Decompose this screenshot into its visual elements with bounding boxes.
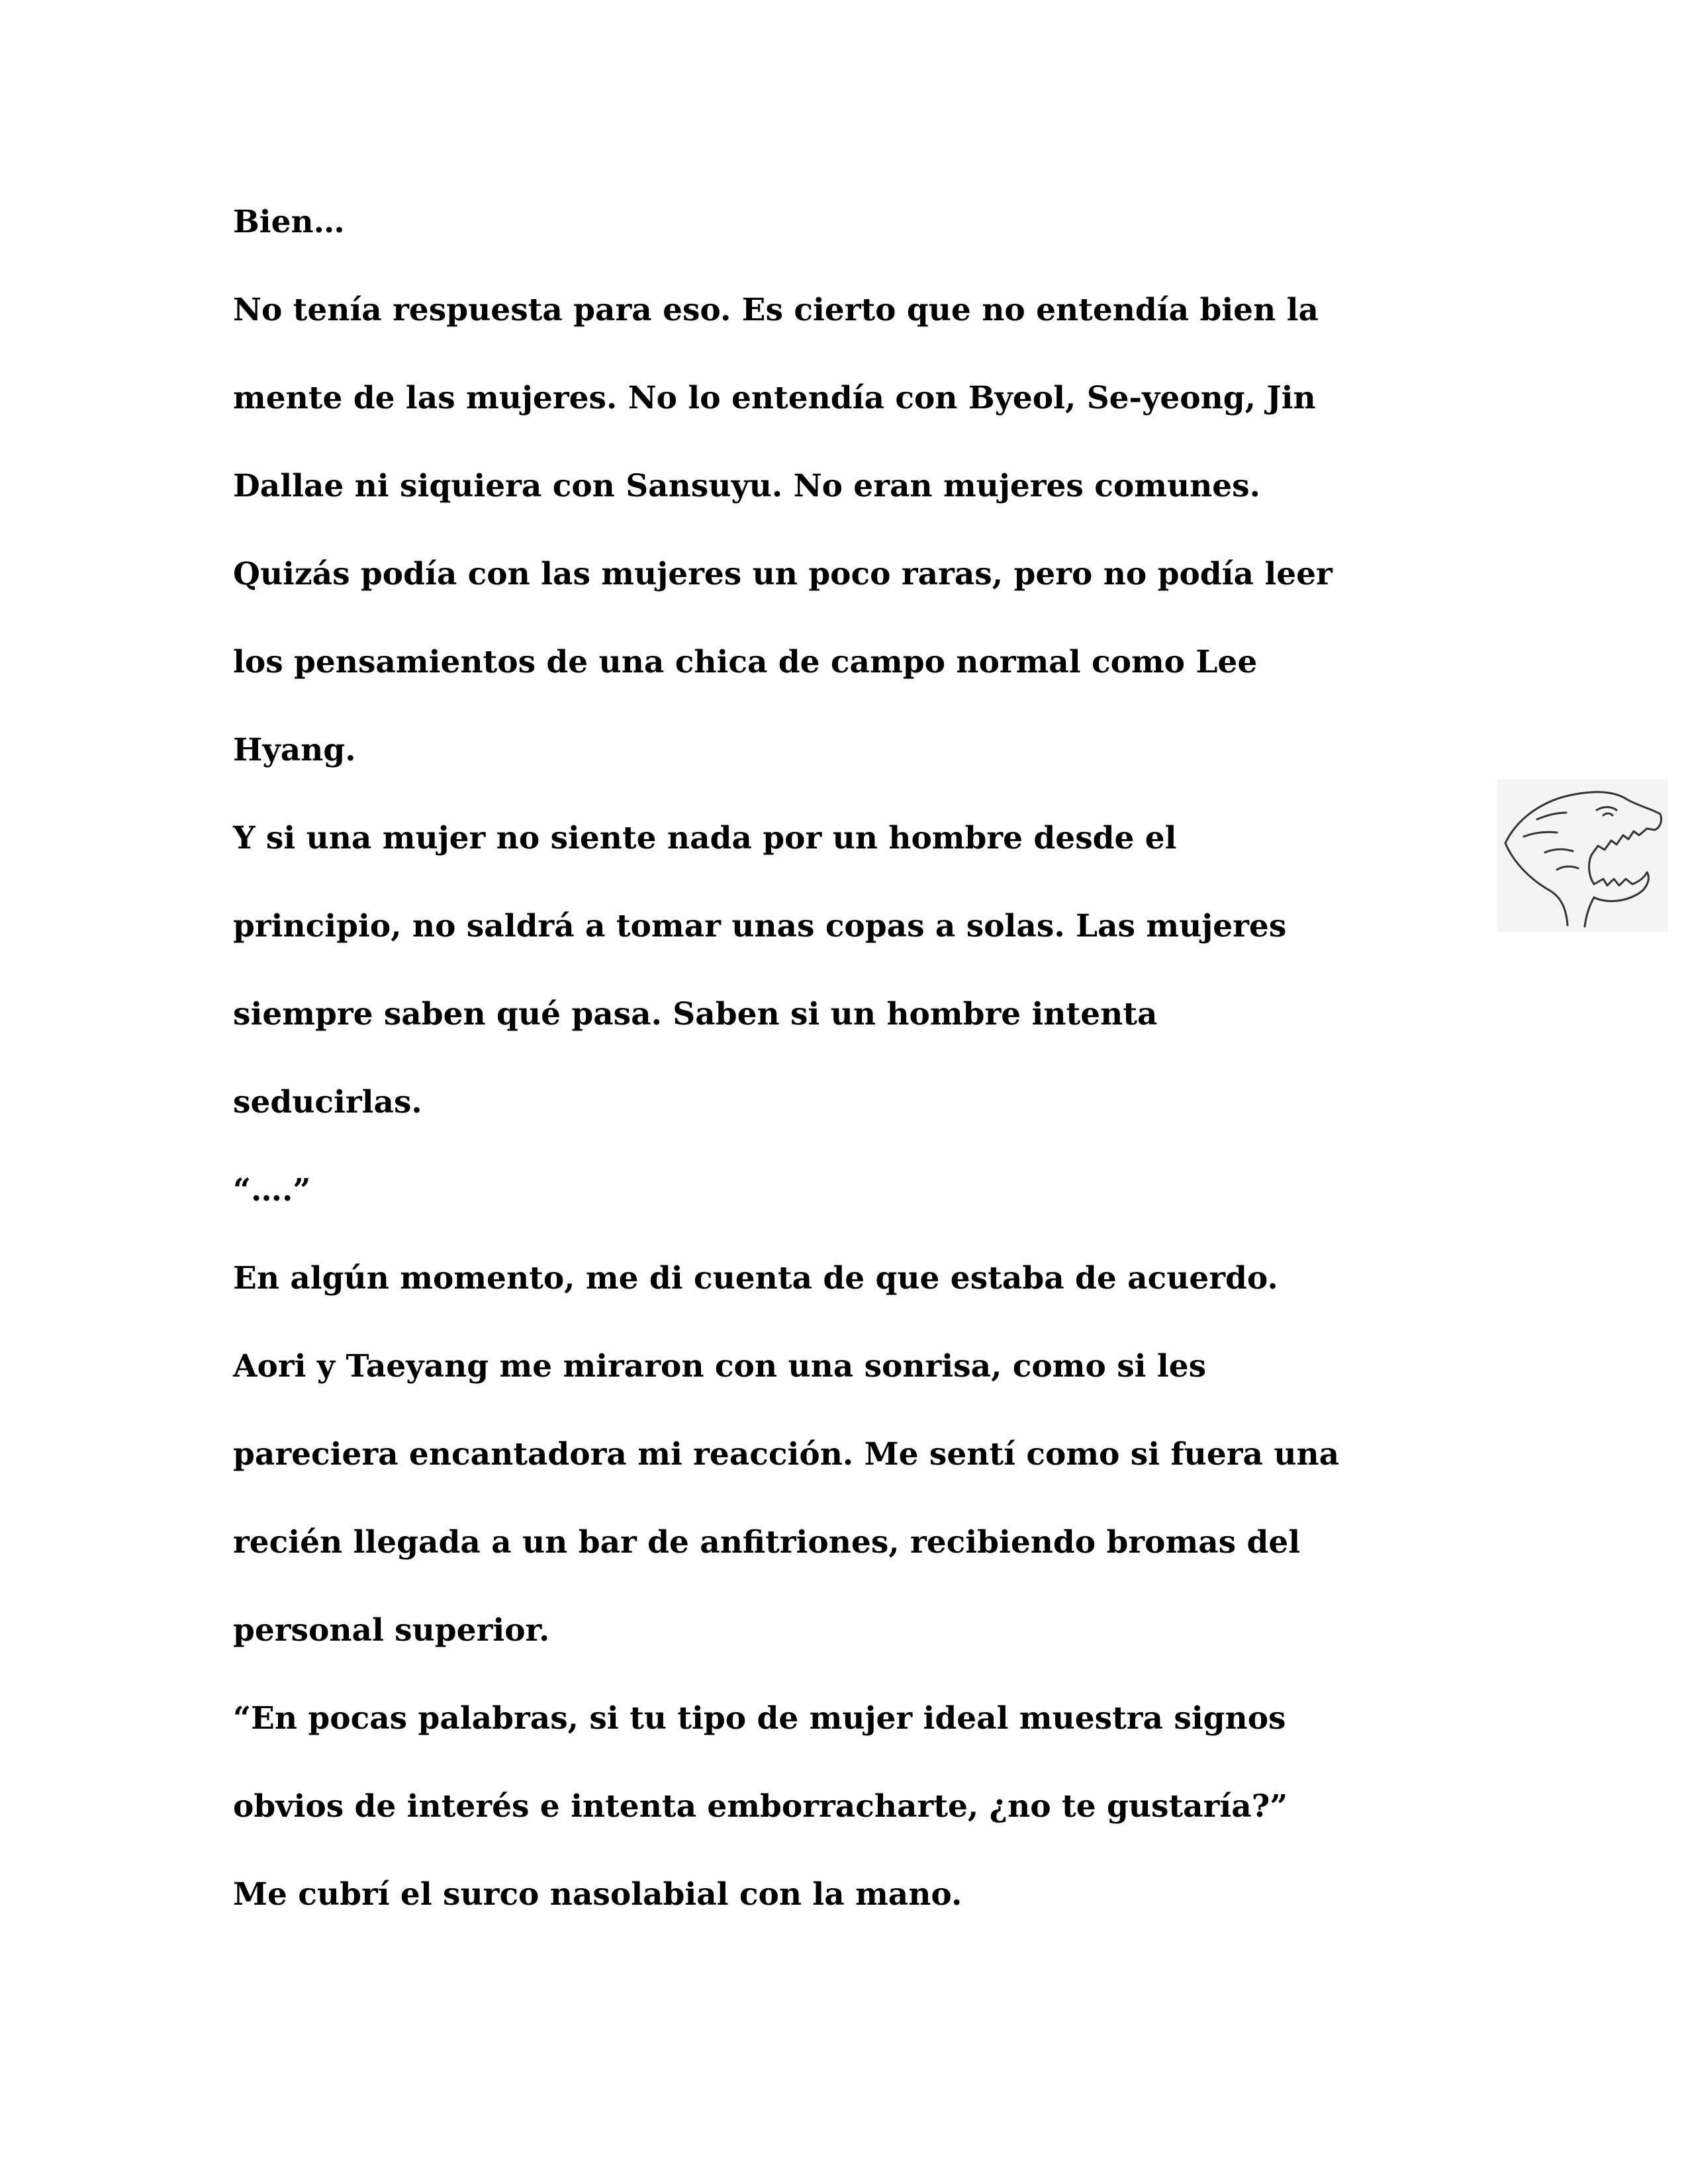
text-line: “….” xyxy=(233,1172,311,1208)
text-line: Y si una mujer no siente nada por un hombre desde el xyxy=(233,820,1177,856)
text-line: Quizás podía con las mujeres un poco raras, pero no podía leer xyxy=(233,556,1333,592)
text-line: Hyang. xyxy=(233,732,356,768)
text-line: siempre saben qué pasa. Saben si un hombre intenta xyxy=(233,996,1158,1032)
text-line: los pensamientos de una chica de campo normal como Lee xyxy=(233,644,1258,680)
text-line: mente de las mujeres. No lo entendía con Byeol, Se-yeong, Jin xyxy=(233,380,1316,416)
text-line: personal superior. xyxy=(233,1612,550,1649)
body-text xyxy=(233,187,1464,1947)
text-line: seducirlas. xyxy=(233,1084,422,1120)
dinosaur-head-icon xyxy=(1497,780,1668,932)
text-line: No tenía respuesta para eso. Es cierto que no entendía bien la xyxy=(233,292,1319,328)
text-line: Me cubrí el surco nasolabial con la mano. xyxy=(233,1876,962,1913)
text-line: En algún momento, me di cuenta de que estaba de acuerdo. xyxy=(233,1260,1278,1297)
text-line: Aori y Taeyang me miraron con una sonrisa, como si les xyxy=(233,1348,1207,1385)
text-line: “En pocas palabras, si tu tipo de mujer ideal muestra signos xyxy=(233,1700,1286,1737)
text-line: Bien… xyxy=(233,204,345,240)
text-line: obvios de interés e intenta emborracharte, ¿no te gustaría?” xyxy=(233,1788,1288,1825)
text-line: principio, no saldrá a tomar unas copas a solas. Las mujeres xyxy=(233,908,1287,944)
text-line: Dallae ni siquiera con Sansuyu. No eran mujeres comunes. xyxy=(233,468,1261,504)
text-line: recién llegada a un bar de anfitriones, recibiendo bromas del xyxy=(233,1524,1301,1561)
text-line: pareciera encantadora mi reacción. Me sentí como si fuera una xyxy=(233,1436,1340,1473)
